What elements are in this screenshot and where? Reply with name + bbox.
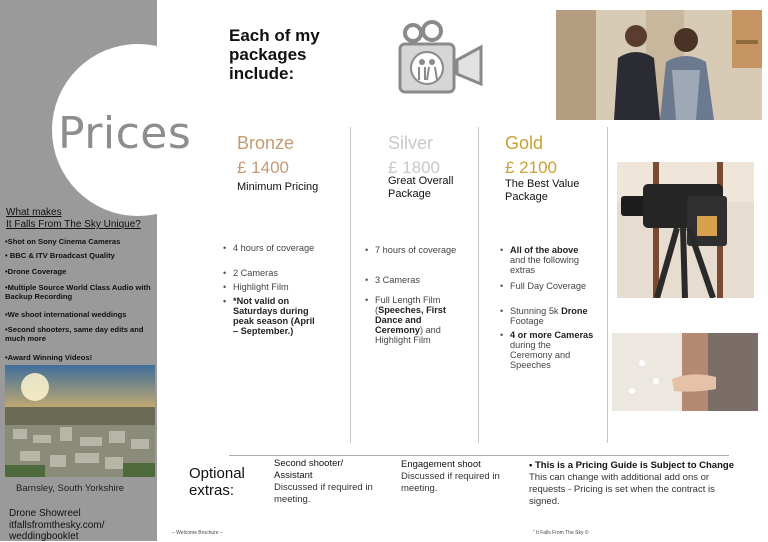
hands-photo xyxy=(612,333,758,411)
drone-showreel-link[interactable]: itfallsfromthesky.com/ xyxy=(9,520,105,531)
groom-photo xyxy=(556,10,762,120)
unique-heading xyxy=(6,207,154,231)
headline-line-1: Each of my xyxy=(229,26,320,45)
perk-item: •Award Winning Videos! xyxy=(5,353,93,362)
extras-divider xyxy=(229,455,729,456)
packages-headline xyxy=(229,26,320,83)
perk-item: •Second shooters, same day edits and much more xyxy=(5,325,144,343)
perk-item: •Multiple Source World Class Audio with Backup Recording xyxy=(5,283,151,301)
tier-silver-feature: • Full Length Film (Speeches, First Dance and Ceremony) and Highlight Film xyxy=(365,295,446,345)
drone-showreel-link-2[interactable]: weddingbooklet xyxy=(9,531,79,542)
engagement-description: Discussed if required in meeting. xyxy=(401,471,500,494)
tier-silver-feature: • 3 Cameras xyxy=(365,275,420,285)
optional-extras-title xyxy=(189,465,245,499)
unique-heading-line-1: What makes xyxy=(6,207,62,218)
column-divider xyxy=(478,127,479,443)
column-divider xyxy=(350,127,351,443)
tier-bronze-feature: • 2 Cameras xyxy=(223,268,278,278)
engagement-title: Engagement shoot xyxy=(401,459,481,470)
tier-gold-feature: • All of the above and the following extras xyxy=(500,245,579,275)
engagement-extra xyxy=(401,459,516,495)
tier-silver-subtitle-line-1: Great Overall xyxy=(388,175,454,187)
video-camera-couple-icon xyxy=(397,20,485,94)
footer-right: “ It Falls From The Sky © xyxy=(533,530,589,536)
perk-item: •Drone Coverage xyxy=(5,267,67,276)
tier-silver-name: Silver xyxy=(388,133,434,153)
tier-gold-subtitle xyxy=(505,178,601,204)
perk-item: •We shoot international weddings xyxy=(5,310,127,319)
unique-heading-line-2: It Falls From The Sky Unique? xyxy=(6,219,141,230)
tier-silver-price: £ 1800 xyxy=(388,158,440,177)
perk-item: • BBC & ITV Broadcast Quality xyxy=(5,251,115,260)
second-shooter-title-2: Assistant xyxy=(274,470,313,481)
tier-gold-feature: • 4 or more Cameras during the Ceremony and Speeches xyxy=(500,330,594,370)
headline-line-2: packages xyxy=(229,45,307,64)
second-shooter-description: Discussed if required in meeting. xyxy=(274,482,373,505)
tier-bronze-feature: • 4 hours of coverage xyxy=(223,243,315,253)
tier-gold-price: £ 2100 xyxy=(505,158,557,177)
tier-gold-feature: • Stunning 5k Drone Footage xyxy=(500,306,588,326)
tier-bronze-subtitle: Minimum Pricing xyxy=(237,181,319,193)
second-shooter-title-1: Second shooter/ xyxy=(274,458,344,469)
drone-showreel-heading: Drone Showreel xyxy=(9,508,81,519)
headline-line-3: include: xyxy=(229,64,295,83)
camera-photo xyxy=(617,162,754,298)
optional-extras-title-line-2: extras: xyxy=(189,482,235,499)
second-shooter-extra xyxy=(274,458,386,506)
tier-bronze-price: £ 1400 xyxy=(237,158,289,177)
tier-silver-subtitle xyxy=(388,175,453,201)
perk-item: •Shot on Sony Cinema Cameras xyxy=(5,237,121,246)
pricing-guide-title: • This is a Pricing Guide is Subject to Change xyxy=(529,460,734,471)
footer-left: – Welcome Brochure – xyxy=(172,530,223,536)
optional-extras-title-line-1: Optional xyxy=(189,465,245,482)
tier-bronze-feature: • *Not valid on Saturdays during peak season (April – September.) xyxy=(223,296,315,336)
tier-silver-feature: • 7 hours of coverage xyxy=(365,245,457,255)
column-divider xyxy=(607,127,608,443)
tier-gold-subtitle-line-1: The Best Value xyxy=(505,178,580,190)
tier-gold-feature: • Full Day Coverage xyxy=(500,281,587,291)
city-caption: Barnsley, South Yorkshire xyxy=(16,483,125,494)
tier-bronze-name: Bronze xyxy=(237,133,295,153)
city-photo xyxy=(5,365,155,477)
tier-bronze-feature: • Highlight Film xyxy=(223,282,289,292)
pricing-guide-note xyxy=(529,460,739,508)
tier-gold-name: Gold xyxy=(505,133,544,153)
tier-gold-subtitle-line-2: Package xyxy=(505,191,548,203)
pricing-guide-description: This can change with additional add ons or requests - Pricing is set when the contract is signed. xyxy=(529,472,715,507)
page-title: Prices xyxy=(58,108,192,159)
tier-silver-subtitle-line-2: Package xyxy=(388,188,431,200)
